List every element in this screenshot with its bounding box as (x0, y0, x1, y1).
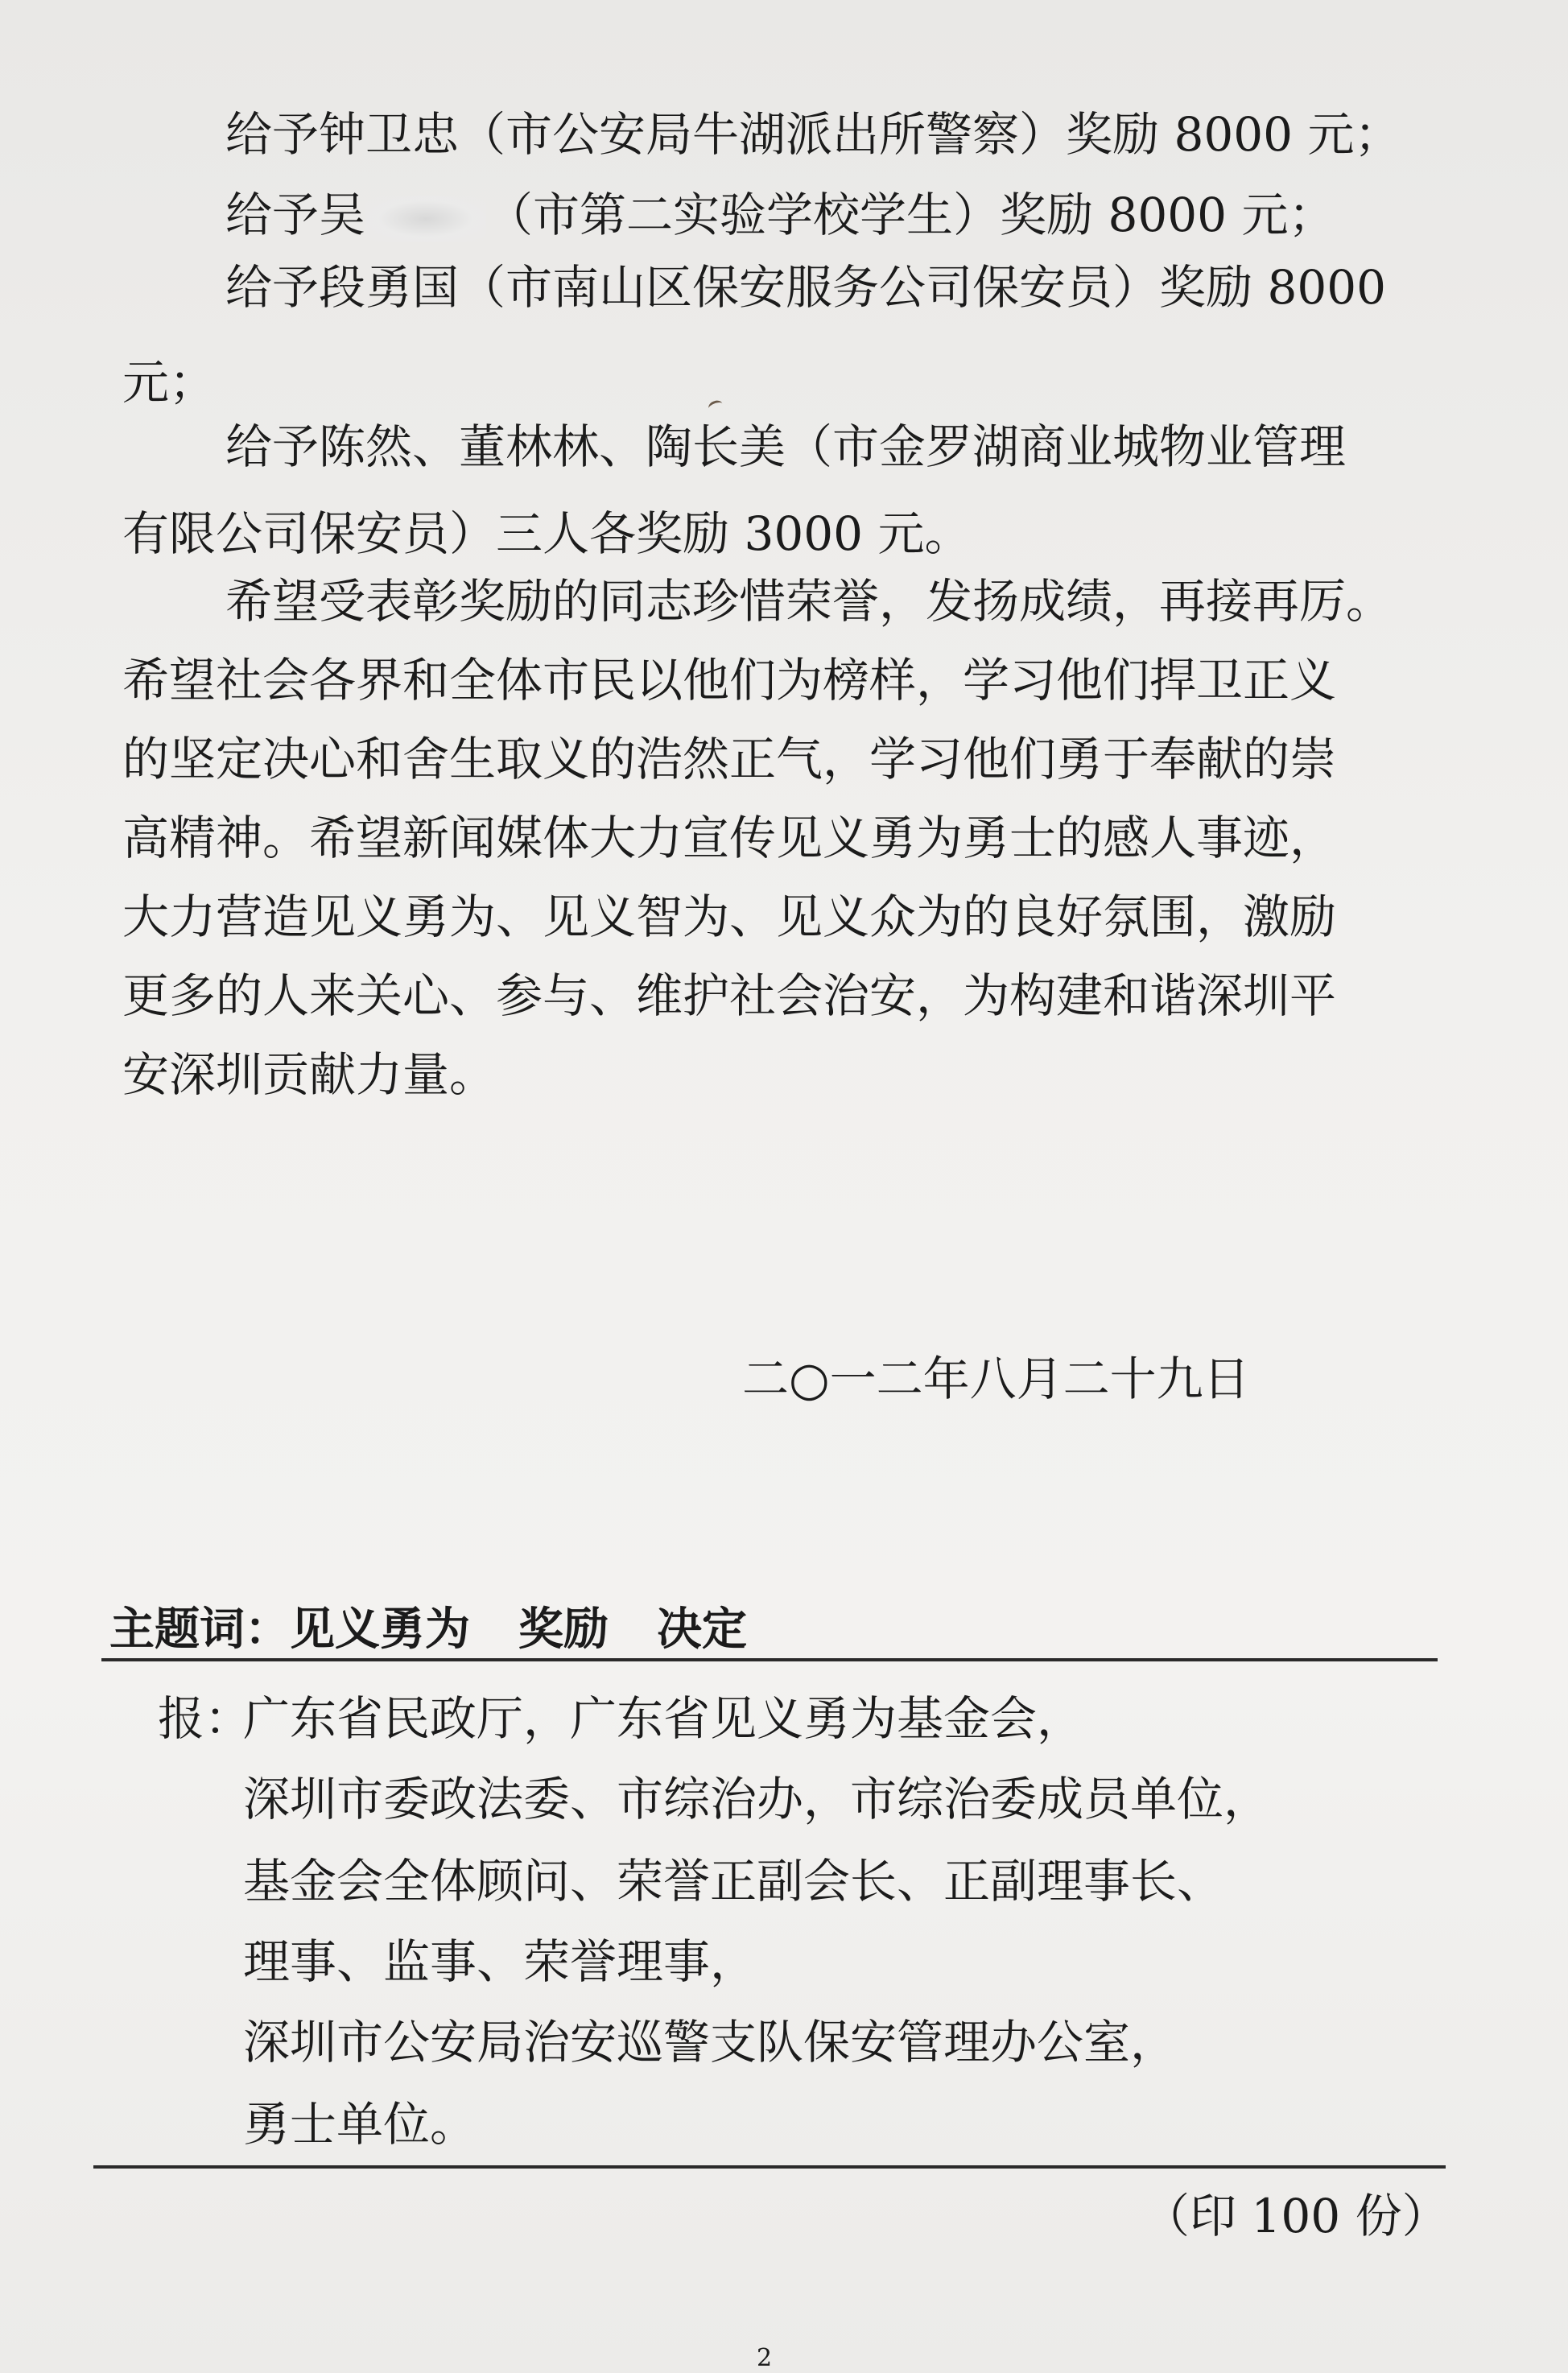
subject-keyword-award: 奖励 (518, 1603, 609, 1656)
divider-top (101, 1658, 1438, 1661)
subject-label: 主题词：见义勇为 (109, 1603, 470, 1656)
issue-date: 二○一二年八月二十九日 (742, 1352, 1250, 1406)
ink-speck (707, 398, 724, 413)
award-line-zhong: 给予钟卫忠（市公安局牛湖派出所警察）奖励 8000 元； (225, 107, 1401, 162)
closing-line: 安深圳贡献力量。 (122, 1047, 497, 1102)
award-line-duan-cont: 元； (122, 355, 217, 410)
award-line-duan: 给予段勇国（市南山区保安服务公司保安员）奖励 8000 (225, 260, 1387, 315)
closing-line: 高精神。希望新闻媒体大力宣传见义勇为勇士的感人事迹， (122, 811, 1337, 865)
award-line-chen: 给予陈然、董林林、陶长美（市金罗湖商业城物业管理 (225, 419, 1347, 474)
distribution-line: 勇士单位。 (243, 2097, 477, 2152)
closing-line: 希望受表彰奖励的同志珍惜荣誉，发扬成绩，再接再厉。 (225, 574, 1393, 629)
award-line-chen-cont: 有限公司保安员）三人各奖励 3000 元。 (122, 506, 972, 561)
distribution-line: 理事、监事、荣誉理事， (243, 1934, 757, 1989)
award-line-wu (225, 187, 1335, 243)
distribution-line: 深圳市公安局治安巡警支队保安管理办公室， (243, 2015, 1178, 2070)
award-wu-prefix: 给予吴 (225, 188, 366, 242)
subject-keywords (109, 1602, 747, 1658)
closing-line: 大力营造见义勇为、见义智为、见义众为的良好氛围，激励 (122, 889, 1337, 944)
distribution-line: 深圳市委政法委、市综治办，市综治委成员单位， (243, 1772, 1271, 1826)
closing-line: 更多的人来关心、参与、维护社会治安，为构建和谐深圳平 (122, 968, 1337, 1023)
subject-keyword-decision: 决定 (657, 1603, 747, 1656)
page-number: 2 (757, 2344, 773, 2372)
distribution-line: 基金会全体顾问、荣誉正副会长、正副理事长、 (243, 1854, 1224, 1909)
distribution-label: 报： (158, 1691, 252, 1746)
distribution-line: 广东省民政厅，广东省见义勇为基金会， (243, 1691, 1084, 1746)
closing-line: 的坚定决心和舍生取义的浩然正气，学习他们勇于奉献的崇 (122, 732, 1337, 786)
redacted-name-blur (365, 196, 486, 242)
closing-line: 希望社会各界和全体市民以他们为榜样，学习他们捍卫正义 (122, 653, 1337, 708)
award-wu-suffix: （市第二实验学校学生）奖励 8000 元； (486, 188, 1335, 242)
print-copies: （印 100 份） (1143, 2189, 1449, 2243)
divider-bottom (93, 2165, 1446, 2169)
